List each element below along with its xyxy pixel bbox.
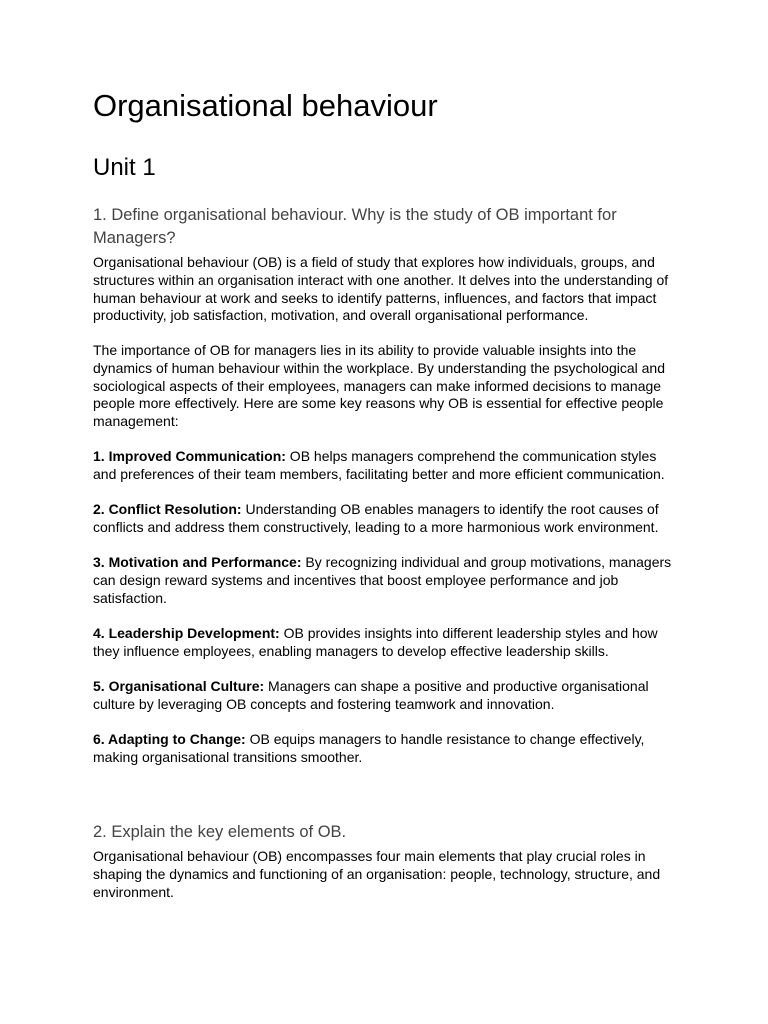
reason-text: OB provides insights into different leadership styles and how they influence employees, enabling managers to develop effective leadership skills.	[93, 625, 658, 659]
reason-title: 6. Adapting to Change:	[93, 731, 246, 747]
unit-heading: Unit 1	[93, 154, 156, 181]
reason-title: 2. Conflict Resolution:	[93, 501, 242, 517]
reason-title: 1. Improved Communication:	[93, 448, 286, 464]
question-2-heading: 2. Explain the key elements of OB.	[93, 823, 347, 841]
reason-text: Understanding OB enables managers to identify the root causes of conflicts and address them constructively, leading to a more harmonious work environment.	[93, 501, 659, 535]
reason-text: Managers can shape a positive and productive organisational culture by leveraging OB concepts and fostering teamwork and innovation.	[93, 678, 649, 712]
reason-text: By recognizing individual and group motivations, managers can design reward systems and incentives that boost employee performance and job satisfaction.	[93, 554, 672, 606]
reason-item	[93, 554, 683, 607]
reason-text: OB helps managers comprehend the communication styles and preferences of their team members, facilitating better and more efficient communication.	[93, 448, 665, 482]
reason-text: OB equips managers to handle resistance to change effectively, making organisational transitions smoother.	[93, 731, 645, 765]
reason-item	[93, 448, 683, 484]
reason-title: 3. Motivation and Performance:	[93, 554, 302, 570]
reason-title: 5. Organisational Culture:	[93, 678, 265, 694]
reason-item	[93, 625, 683, 661]
document-title: Organisational behaviour	[93, 88, 438, 123]
question-2-paragraph: Organisational behaviour (OB) encompasses four main elements that play crucial roles in shaping the dynamics and functioning of an organisation: people, technology, structure, and environment.	[93, 848, 661, 900]
question-1-heading: 1. Define organisational behaviour. Why is the study of OB important for Managers?	[93, 206, 617, 247]
question-1-definition-paragraph: Organisational behaviour (OB) is a field of study that explores how individuals, groups, and structures within an organisation interact with one another. It delves into the understanding of human behaviour at work and seeks to identify patterns, influences, and factors that impact productivity, job satisfaction, motivation, and overall organisational performance.	[93, 254, 669, 324]
question-1-importance-paragraph: The importance of OB for managers lies in its ability to provide valuable insights into the dynamics of human behaviour within the workplace. By understanding the psychological and sociological aspects of their employees, managers can make informed decisions to manage people more effectively. Here are some key reasons why OB is essential for effective people management:	[93, 342, 666, 430]
reason-item	[93, 731, 683, 767]
reason-title: 4. Leadership Development:	[93, 625, 280, 641]
reason-item	[93, 678, 683, 714]
reason-item	[93, 501, 683, 537]
